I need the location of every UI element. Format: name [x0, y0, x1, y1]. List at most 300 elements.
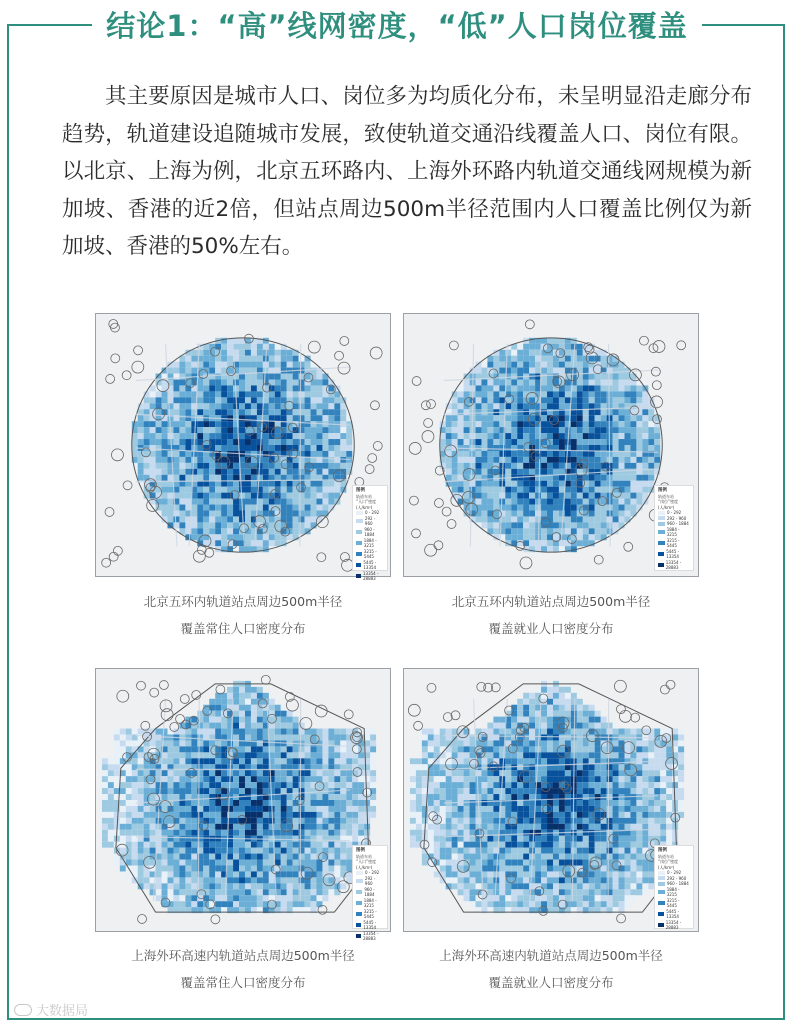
density-cell	[132, 842, 138, 848]
density-cell	[257, 788, 263, 794]
density-cell	[583, 711, 589, 717]
density-cell	[215, 534, 221, 540]
legend-unit: (人/km²)	[356, 864, 373, 870]
density-cell	[464, 415, 470, 421]
density-cell	[410, 800, 416, 806]
density-cell	[269, 397, 275, 403]
density-cell	[144, 421, 150, 427]
density-cell	[257, 776, 263, 782]
density-cell	[541, 397, 547, 403]
density-cell	[305, 493, 311, 499]
density-cell	[275, 735, 281, 741]
legend-class-label: 5445 - 13354	[363, 919, 377, 930]
density-cell	[523, 439, 529, 445]
density-cell	[505, 860, 511, 866]
density-cell	[346, 776, 352, 782]
density-cell	[529, 385, 535, 391]
density-cell	[179, 368, 185, 374]
density-cell	[299, 836, 305, 842]
density-cell	[317, 451, 323, 457]
density-cell	[299, 735, 305, 741]
density-cell	[197, 427, 203, 433]
density-cell	[221, 493, 227, 499]
density-cell	[630, 391, 636, 397]
density-cell	[535, 463, 541, 469]
legend-class-label: 13354 - 28883	[665, 559, 682, 570]
density-cell	[173, 439, 179, 445]
density-cell	[299, 854, 305, 860]
density-cell	[156, 421, 162, 427]
density-cell	[511, 516, 517, 522]
density-cell	[601, 723, 607, 729]
density-cell	[287, 848, 293, 854]
density-cell	[293, 511, 299, 517]
density-cell	[529, 723, 535, 729]
density-cell	[102, 788, 108, 794]
density-cell	[464, 481, 470, 487]
density-cell	[275, 848, 281, 854]
density-cell	[299, 463, 305, 469]
density-cell	[233, 711, 239, 717]
density-cell	[636, 729, 642, 735]
legend-row	[356, 920, 384, 931]
density-cell	[648, 427, 654, 433]
density-cell	[565, 824, 571, 830]
density-cell	[281, 505, 287, 511]
density-cell	[499, 848, 505, 854]
density-cell	[102, 830, 108, 836]
density-cell	[215, 824, 221, 830]
density-cell	[132, 729, 138, 735]
density-cell	[547, 374, 553, 380]
legend-swatch	[356, 541, 362, 545]
density-cell	[481, 516, 487, 522]
density-cell	[239, 368, 245, 374]
density-cell	[476, 740, 482, 746]
density-cell	[156, 740, 162, 746]
density-cell	[144, 818, 150, 824]
density-cell	[352, 782, 358, 788]
density-cell	[481, 427, 487, 433]
density-cell	[245, 368, 251, 374]
density-cell	[541, 848, 547, 854]
density-cell	[138, 758, 144, 764]
density-cell	[251, 895, 257, 901]
density-cell	[577, 782, 583, 788]
density-cell	[535, 836, 541, 842]
density-cell	[239, 397, 245, 403]
density-cell	[269, 344, 275, 350]
density-cell	[511, 758, 517, 764]
density-cell	[630, 433, 636, 439]
density-cell	[636, 860, 642, 866]
density-cell	[251, 687, 257, 693]
density-cell	[126, 800, 132, 806]
density-cell	[601, 374, 607, 380]
density-cell	[311, 403, 317, 409]
density-cell	[275, 812, 281, 818]
density-cell	[144, 860, 150, 866]
density-cell	[636, 415, 642, 421]
density-cell	[364, 776, 370, 782]
density-cell	[553, 427, 559, 433]
density-cell	[487, 380, 493, 386]
density-cell	[559, 427, 565, 433]
density-cell	[179, 740, 185, 746]
density-cell	[613, 415, 619, 421]
density-cell	[595, 836, 601, 842]
density-cell	[203, 848, 209, 854]
density-cell	[227, 877, 233, 883]
density-cell	[476, 499, 482, 505]
density-cell	[553, 812, 559, 818]
density-cell	[305, 824, 311, 830]
density-cell	[263, 409, 269, 415]
density-cell	[281, 717, 287, 723]
density-cell	[358, 770, 364, 776]
density-cell	[434, 836, 440, 842]
density-cell	[678, 764, 684, 770]
density-cell	[162, 860, 168, 866]
density-cell	[481, 380, 487, 386]
density-cell	[346, 830, 352, 836]
density-cell	[654, 764, 660, 770]
density-cell	[607, 824, 613, 830]
density-cell	[493, 782, 499, 788]
density-cell	[487, 735, 493, 741]
density-cell	[464, 391, 470, 397]
density-cell	[529, 540, 535, 546]
density-cell	[340, 758, 346, 764]
density-cell	[311, 487, 317, 493]
density-cell	[630, 782, 636, 788]
density-cell	[660, 764, 666, 770]
density-cell	[619, 409, 625, 415]
density-cell	[619, 368, 625, 374]
density-cell	[245, 711, 251, 717]
density-cell	[179, 836, 185, 842]
density-cell	[317, 800, 323, 806]
legend-class-label: 292 - 960	[667, 515, 687, 521]
density-cell	[481, 770, 487, 776]
density-cell	[446, 824, 452, 830]
density-cell	[547, 705, 553, 711]
density-cell	[487, 421, 493, 427]
density-cell	[487, 782, 493, 788]
density-cell	[428, 824, 434, 830]
density-cell	[215, 705, 221, 711]
density-cell	[281, 901, 287, 907]
density-cell	[209, 391, 215, 397]
density-cell	[334, 794, 340, 800]
density-cell	[595, 511, 601, 517]
density-cell	[251, 534, 257, 540]
density-cell	[126, 770, 132, 776]
density-cell	[428, 729, 434, 735]
density-cell	[601, 770, 607, 776]
density-cell	[340, 842, 346, 848]
density-cell	[281, 782, 287, 788]
density-cell	[203, 836, 209, 842]
density-cell	[132, 818, 138, 824]
density-cell	[191, 818, 197, 824]
density-cell	[571, 693, 577, 699]
density-cell	[162, 871, 168, 877]
density-cell	[317, 866, 323, 872]
density-cell	[287, 385, 293, 391]
density-cell	[434, 764, 440, 770]
density-cell	[287, 391, 293, 397]
density-cell	[251, 711, 257, 717]
density-cell	[191, 723, 197, 729]
density-cell	[191, 499, 197, 505]
density-cell	[481, 487, 487, 493]
density-cell	[601, 818, 607, 824]
density-cell	[257, 356, 263, 362]
density-cell	[245, 830, 251, 836]
density-cell	[138, 866, 144, 872]
density-cell	[311, 493, 317, 499]
density-cell	[559, 368, 565, 374]
density-cell	[464, 824, 470, 830]
density-cell	[625, 848, 631, 854]
density-cell	[535, 469, 541, 475]
density-cell	[487, 794, 493, 800]
density-cell	[197, 457, 203, 463]
density-cell	[559, 481, 565, 487]
density-cell	[613, 481, 619, 487]
density-cell	[233, 463, 239, 469]
density-cell	[299, 806, 305, 812]
density-cell	[523, 516, 529, 522]
density-cell	[221, 522, 227, 528]
density-cell	[269, 776, 275, 782]
density-cell	[410, 770, 416, 776]
density-cell	[529, 487, 535, 493]
density-cell	[215, 758, 221, 764]
density-cell	[511, 788, 517, 794]
density-cell	[481, 397, 487, 403]
density-cell	[215, 409, 221, 415]
density-cell	[358, 830, 364, 836]
density-cell	[607, 860, 613, 866]
density-cell	[191, 848, 197, 854]
density-cell	[571, 836, 577, 842]
density-cell	[334, 824, 340, 830]
density-cell	[625, 746, 631, 752]
density-cell	[162, 770, 168, 776]
density-cell	[203, 812, 209, 818]
density-cell	[227, 848, 233, 854]
density-cell	[311, 433, 317, 439]
density-cell	[299, 830, 305, 836]
density-cell	[328, 752, 334, 758]
density-cell	[215, 806, 221, 812]
density-cell	[191, 350, 197, 356]
density-cell	[517, 380, 523, 386]
density-cell	[577, 794, 583, 800]
density-cell	[257, 824, 263, 830]
density-cell	[660, 752, 666, 758]
density-cell	[281, 469, 287, 475]
density-cell	[287, 723, 293, 729]
density-cell	[150, 475, 156, 481]
density-cell	[287, 711, 293, 717]
density-cell	[559, 451, 565, 457]
density-cell	[156, 463, 162, 469]
density-cell	[144, 788, 150, 794]
density-cell	[571, 451, 577, 457]
density-cell	[281, 770, 287, 776]
density-cell	[583, 824, 589, 830]
density-cell	[636, 385, 642, 391]
density-cell	[517, 830, 523, 836]
density-cell	[666, 788, 672, 794]
density-cell	[571, 433, 577, 439]
density-cell	[239, 380, 245, 386]
density-cell	[269, 356, 275, 362]
density-cell	[678, 782, 684, 788]
density-cell	[595, 842, 601, 848]
density-cell	[493, 818, 499, 824]
density-cell	[601, 451, 607, 457]
density-cell	[322, 830, 328, 836]
density-cell	[541, 854, 547, 860]
density-cell	[305, 433, 311, 439]
density-cell	[589, 380, 595, 386]
density-cell	[440, 860, 446, 866]
density-cell	[434, 729, 440, 735]
density-cell	[613, 516, 619, 522]
density-cell	[541, 481, 547, 487]
density-cell	[221, 469, 227, 475]
density-cell	[601, 788, 607, 794]
density-cell	[162, 457, 168, 463]
density-cell	[322, 445, 328, 451]
density-cell	[114, 782, 120, 788]
density-cell	[517, 516, 523, 522]
density-cell	[589, 463, 595, 469]
density-cell	[595, 711, 601, 717]
density-cell	[162, 499, 168, 505]
density-cell	[209, 800, 215, 806]
density-cell	[340, 794, 346, 800]
density-cell	[493, 860, 499, 866]
density-cell	[233, 740, 239, 746]
density-cell	[191, 842, 197, 848]
density-cell	[505, 457, 511, 463]
density-cell	[583, 499, 589, 505]
density-cell	[138, 427, 144, 433]
density-cell	[619, 824, 625, 830]
density-cell	[487, 487, 493, 493]
density-cell	[239, 889, 245, 895]
density-cell	[305, 499, 311, 505]
density-cell	[577, 415, 583, 421]
density-cell	[227, 415, 233, 421]
density-cell	[541, 776, 547, 782]
density-cell	[281, 729, 287, 735]
density-cell	[571, 499, 577, 505]
density-cell	[583, 421, 589, 427]
density-cell	[523, 433, 529, 439]
density-cell	[529, 481, 535, 487]
density-cell	[209, 368, 215, 374]
density-cell	[642, 397, 648, 403]
legend-density: “岗位”密度	[658, 499, 679, 504]
density-cell	[275, 842, 281, 848]
density-cell	[440, 794, 446, 800]
density-cell	[120, 818, 126, 824]
density-cell	[571, 415, 577, 421]
density-cell	[678, 788, 684, 794]
density-cell	[114, 770, 120, 776]
density-cell	[583, 415, 589, 421]
density-cell	[334, 866, 340, 872]
density-cell	[227, 740, 233, 746]
density-cell	[269, 469, 275, 475]
density-cell	[553, 499, 559, 505]
density-cell	[162, 806, 168, 812]
density-cell	[227, 469, 233, 475]
density-cell	[227, 499, 233, 505]
density-cell	[630, 397, 636, 403]
density-cell	[322, 895, 328, 901]
density-cell	[499, 794, 505, 800]
density-cell	[269, 901, 275, 907]
density-cell	[150, 860, 156, 866]
density-cell	[553, 693, 559, 699]
density-cell	[185, 729, 191, 735]
density-cell	[470, 457, 476, 463]
density-cell	[114, 735, 120, 741]
density-cell	[185, 403, 191, 409]
density-cell	[185, 391, 191, 397]
density-cell	[577, 717, 583, 723]
density-cell	[239, 770, 245, 776]
density-cell	[185, 848, 191, 854]
density-cell	[583, 740, 589, 746]
density-cell	[322, 794, 328, 800]
density-cell	[487, 824, 493, 830]
density-cell	[108, 788, 114, 794]
density-cell	[114, 758, 120, 764]
density-cell	[619, 516, 625, 522]
density-cell	[168, 776, 174, 782]
density-cell	[559, 800, 565, 806]
density-cell	[263, 540, 269, 546]
density-cell	[541, 812, 547, 818]
density-cell	[535, 770, 541, 776]
density-cell	[203, 740, 209, 746]
density-cell	[305, 758, 311, 764]
legend-swatch	[356, 934, 361, 938]
density-cell	[487, 403, 493, 409]
density-cell	[156, 439, 162, 445]
density-cell	[322, 481, 328, 487]
density-cell	[221, 534, 227, 540]
density-cell	[102, 800, 108, 806]
density-cell	[559, 812, 565, 818]
density-cell	[281, 380, 287, 386]
density-cell	[410, 830, 416, 836]
density-cell	[269, 705, 275, 711]
density-cell	[553, 806, 559, 812]
density-cell	[541, 457, 547, 463]
density-cell	[317, 883, 323, 889]
density-cell	[269, 699, 275, 705]
caption-line2: 覆盖常住人口密度分布	[180, 621, 306, 636]
